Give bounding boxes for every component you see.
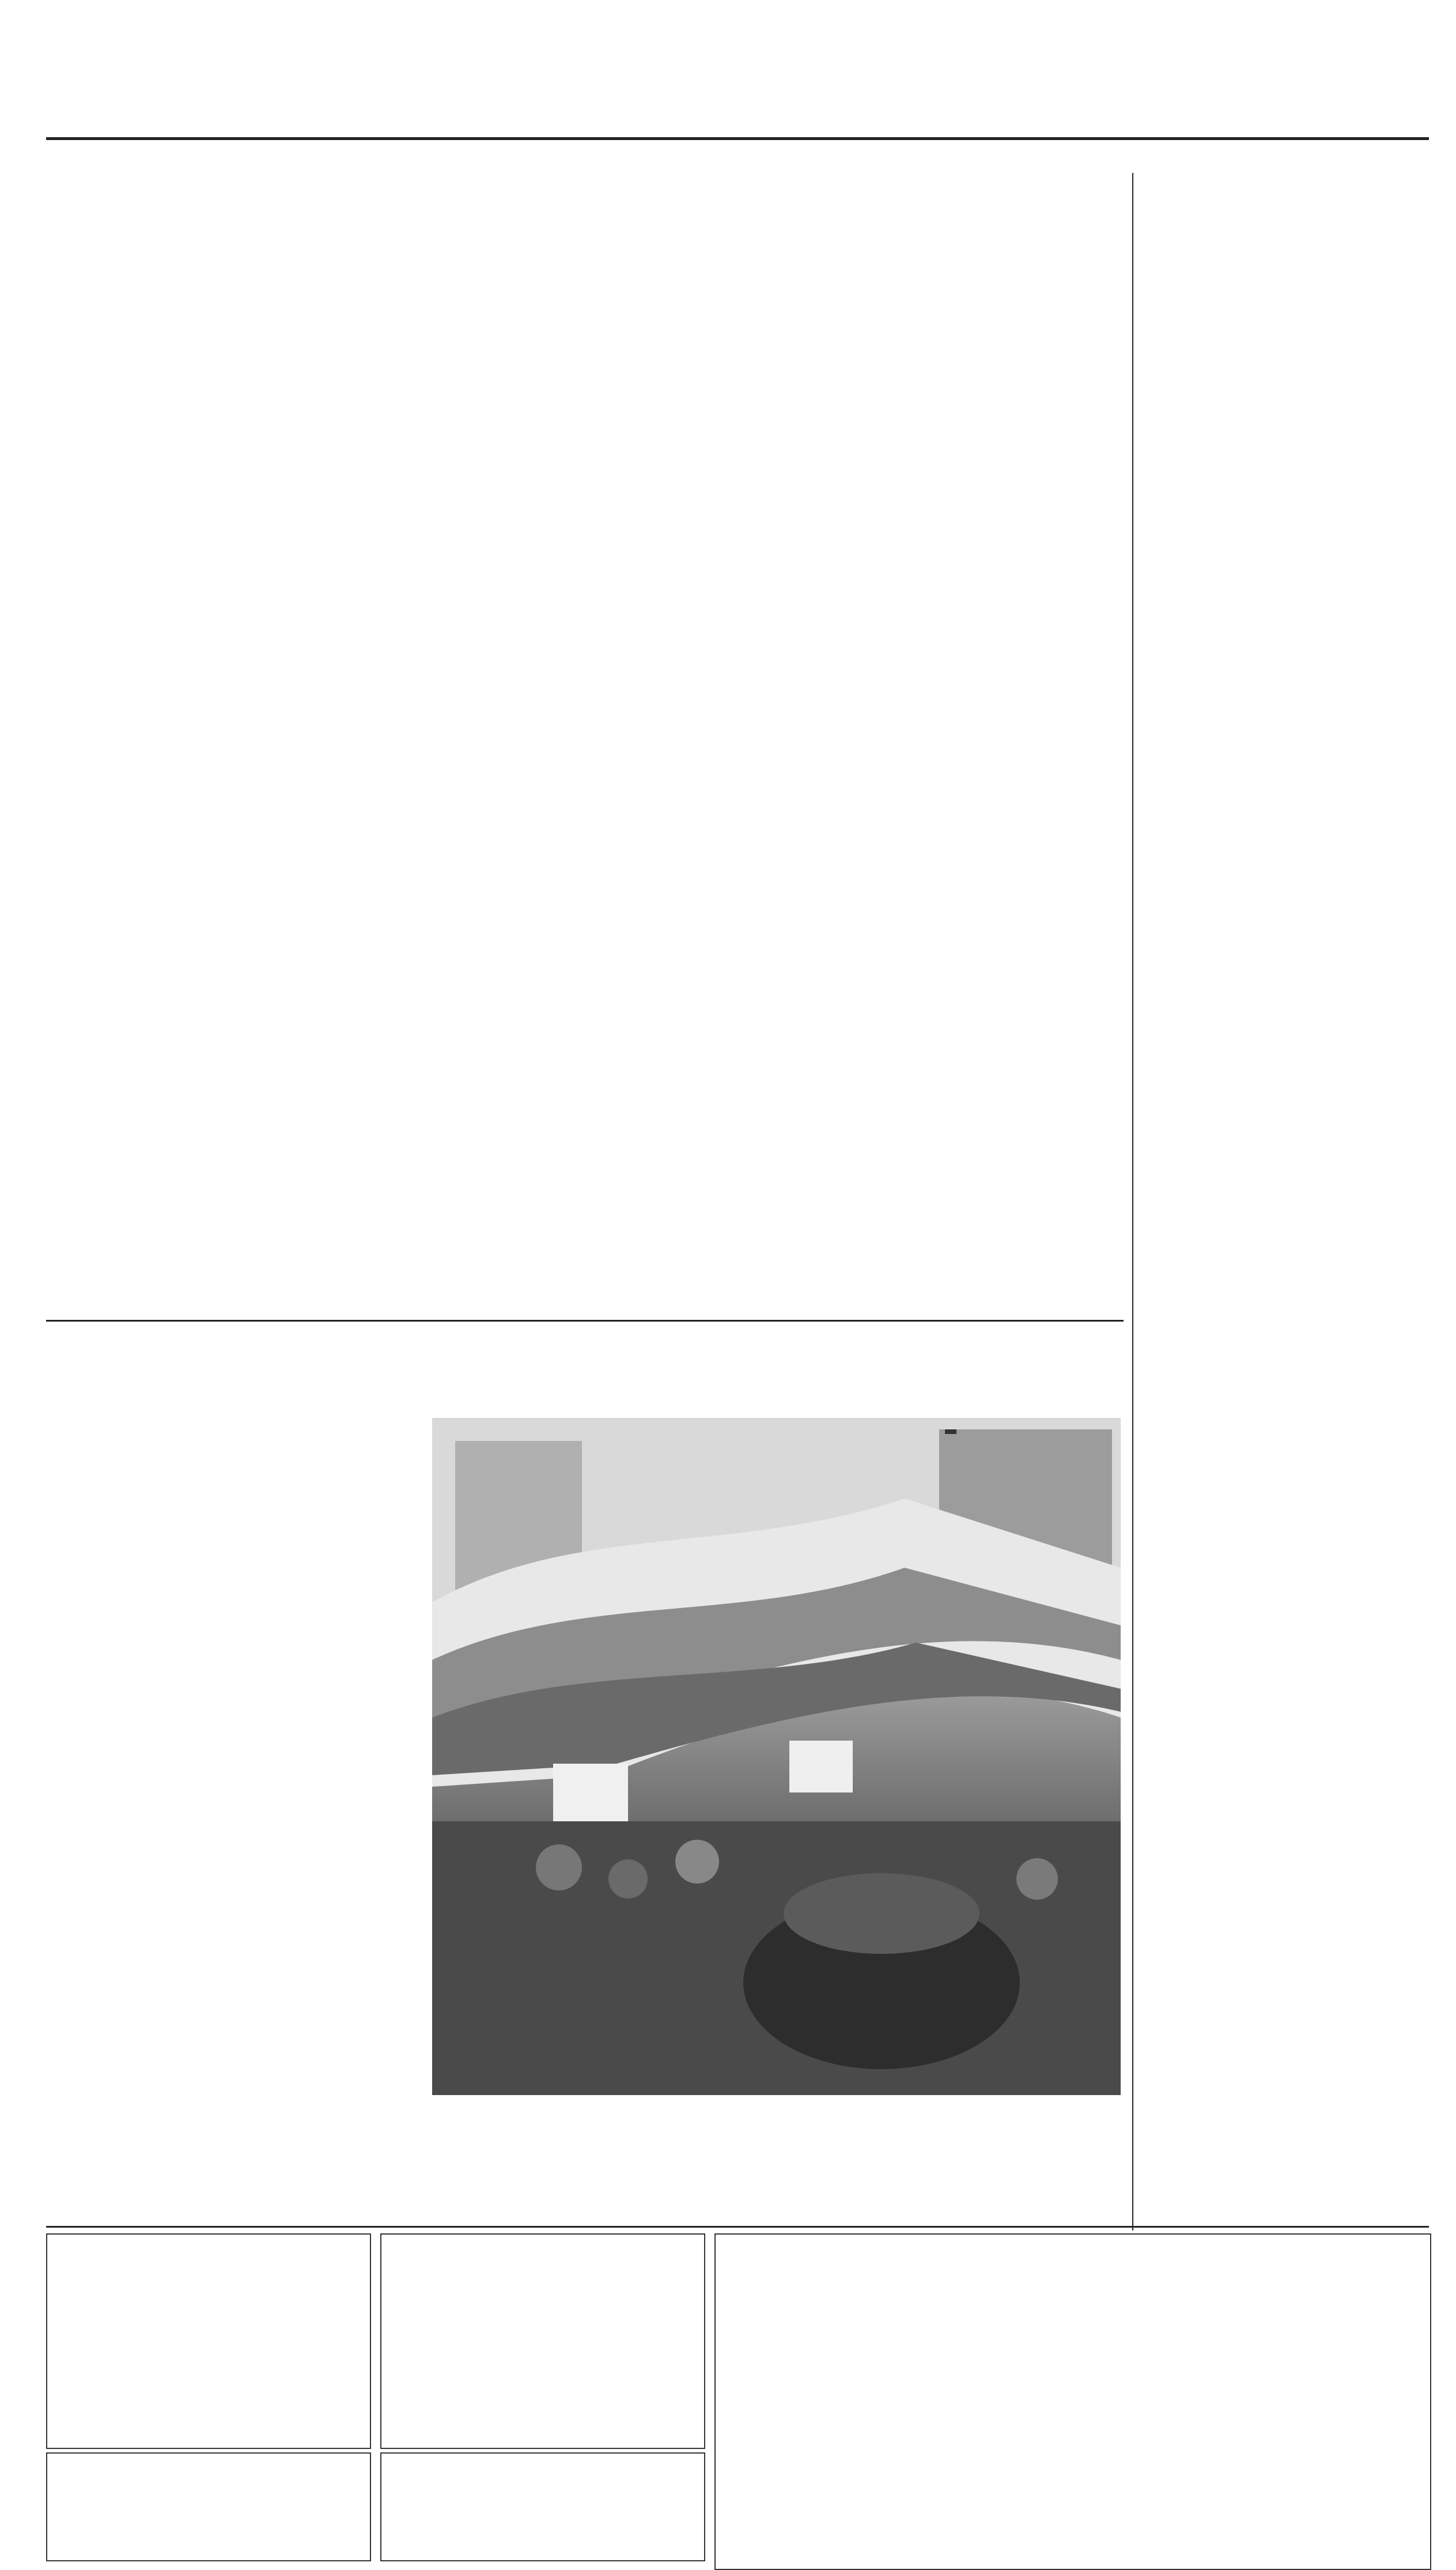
column-divider [1132,173,1133,2231]
notice-3-body [729,2245,1416,2487]
rc-story3-body [1147,1787,1406,2202]
lead-col-2b [256,888,455,1303]
street-sign [945,1429,956,1434]
lead-col-3b [467,1006,665,1303]
notice-2-body [394,2245,691,2337]
photo-caption [46,2104,461,2121]
lost-1-body [59,2459,358,2529]
lost-2-body [393,2459,693,2529]
protest-photo [432,1418,1121,2095]
rc-story1-body [1147,271,1406,1170]
notice-1-body [60,2245,357,2337]
rc-story2-body [1147,1268,1406,1660]
masthead [0,0,1456,156]
notice-box-2 [380,2233,705,2449]
second-col-1 [46,1418,230,2207]
photo-scene [432,1418,1121,2095]
lead-col-3 [467,323,665,957]
second-col-2 [242,1418,421,2095]
notices-rule [46,2226,1429,2228]
lead-col-5 [887,323,1118,1256]
lead-col-1b [46,778,245,1303]
masthead-rule [46,137,1429,140]
notice-box-1 [46,2233,371,2449]
lead-col-1 [46,323,245,726]
second-story-rule [46,1320,1124,1322]
lost-box-2 [380,2452,705,2561]
lead-col-4b [677,997,876,1303]
lead-col-2 [256,323,455,853]
lost-box-1 [46,2452,371,2561]
notice-box-3 [714,2233,1431,2570]
lead-col-4 [677,323,876,963]
